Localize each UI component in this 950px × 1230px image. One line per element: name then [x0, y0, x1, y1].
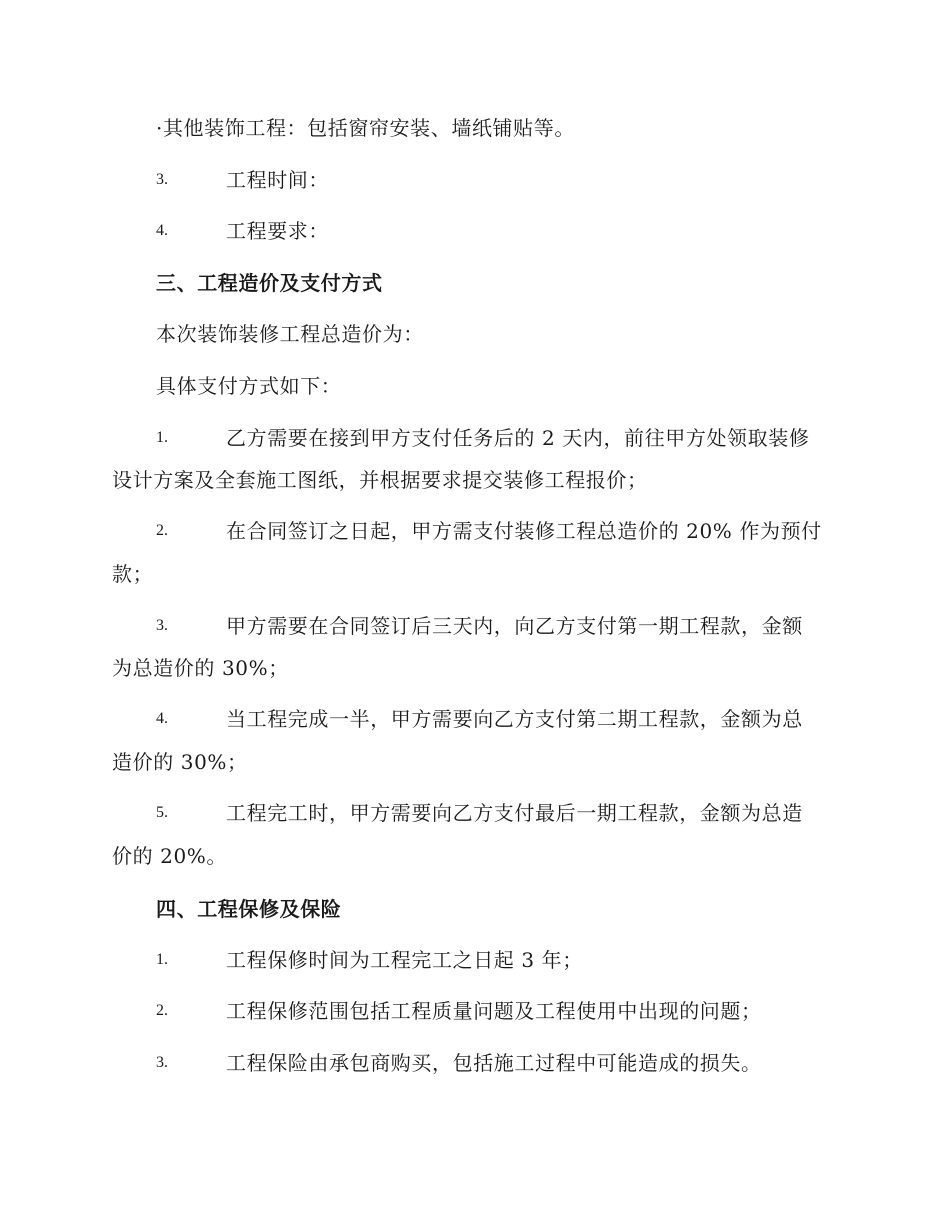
payment-item-1-line1: 乙方需要在接到甲方支付任务后的 2 天内，前往甲方处领取装修: [226, 426, 810, 450]
list-item-number: 2.: [156, 522, 168, 539]
paragraph-other-decoration: ·其他装饰工程：包括窗帘安装、墙纸铺贴等。: [156, 116, 575, 140]
paragraph-payment-method: 具体支付方式如下：: [156, 374, 342, 398]
warranty-item-2: 工程保修范围包括工程质量问题及工程使用中出现的问题；: [226, 999, 762, 1023]
payment-item-3-line2: 为总造价的 30%；: [112, 656, 289, 680]
warranty-item-3: 工程保险由承包商购买，包括施工过程中可能造成的损失。: [226, 1051, 762, 1075]
item-project-requirements: 工程要求：: [226, 219, 329, 243]
list-item-number: 2.: [156, 1002, 168, 1019]
payment-item-5-line2: 价的 20%。: [112, 844, 228, 868]
list-item-number: 4.: [156, 710, 168, 727]
warranty-item-1: 工程保修时间为工程完工之日起 3 年；: [226, 948, 583, 972]
item-project-time: 工程时间：: [226, 168, 329, 192]
item-number: 4.: [156, 222, 168, 239]
payment-item-4-line2: 造价的 30%；: [112, 750, 248, 774]
item-number: 3.: [156, 171, 168, 188]
list-item-number: 3.: [156, 617, 168, 634]
payment-item-2-line1: 在合同签订之日起，甲方需支付装修工程总造价的 20% 作为预付: [226, 519, 822, 543]
payment-item-3-line1: 甲方需要在合同签订后三天内，向乙方支付第一期工程款，金额: [226, 614, 803, 638]
payment-item-2-line2: 款；: [112, 562, 154, 586]
section-heading-cost-payment: 三、工程造价及支付方式: [156, 271, 383, 295]
payment-item-1-line2: 设计方案及全套施工图纸，并根据要求提交装修工程报价；: [112, 468, 648, 492]
payment-item-4-line1: 当工程完成一半，甲方需要向乙方支付第二期工程款，金额为总: [226, 707, 803, 731]
payment-item-5-line1: 工程完工时，甲方需要向乙方支付最后一期工程款，金额为总造: [226, 801, 803, 825]
list-item-number: 5.: [156, 804, 168, 821]
section-heading-warranty-insurance: 四、工程保修及保险: [156, 897, 342, 921]
paragraph-total-cost: 本次装饰装修工程总造价为：: [156, 322, 424, 346]
list-item-number: 1.: [156, 951, 168, 968]
list-item-number: 3.: [156, 1054, 168, 1071]
list-item-number: 1.: [156, 429, 168, 446]
